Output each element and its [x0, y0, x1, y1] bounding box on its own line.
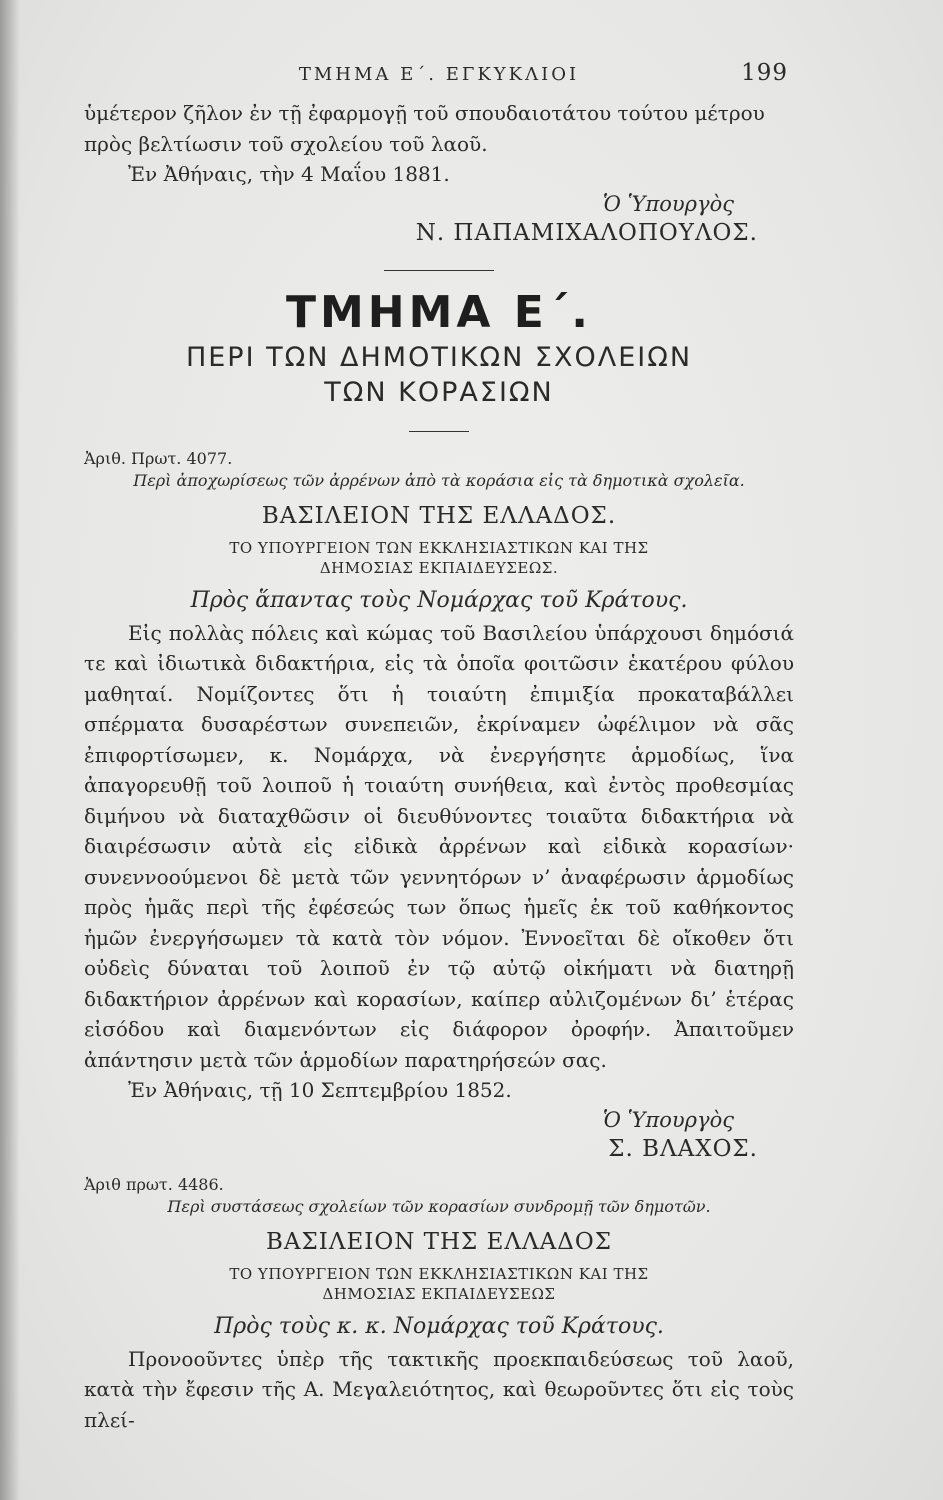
circular-subject: Περὶ συστάσεως σχολείων τῶν κορασίων συνδρομῇ τῶν δημοτῶν. [167, 1196, 711, 1216]
prev-date: Ἐν Ἀθήναις, τὴν 4 Μαΐου 1881. [128, 162, 450, 186]
prev-text-line-1: ὑμέτερον ζῆλον ἐν τῇ ἐφαρμογῇ τοῦ σπουδαιοτάτου τούτου μέτρου [84, 101, 765, 125]
protocol-number: Ἀριθ. Πρωτ. 4077. [84, 448, 233, 468]
signer-title: Ὁ Ὑπουργὸς [602, 1107, 734, 1132]
section-subtitle-1: ΠΕΡΙ ΤΩΝ ΔΗΜΟΤΙΚΩΝ ΣΧΟΛΕΙΩΝ [185, 341, 693, 373]
circular-date: Ἐν Ἀθήναις, τῇ 10 Σεπτεμβρίου 1852. [128, 1078, 512, 1102]
ministry-line-2: ΔΗΜΟΣΙΑΣ ΕΚΠΑΙΔΕΥΣΕΩΣ [322, 1284, 556, 1303]
circular-1 [84, 448, 794, 1164]
addressee: Πρὸς ἅπαντας τοὺς Νομάρχας τοῦ Κράτους. [190, 587, 688, 613]
kingdom-heading: ΒΑΣΙΛΕΙΟΝ ΤΗΣ ΕΛΛΑΔΟΣ. [261, 502, 617, 529]
addressee: Πρὸς τοὺς κ. κ. Νομάρχας τοῦ Κράτους. [214, 1313, 664, 1339]
divider [409, 431, 469, 432]
page-number: 199 [741, 60, 788, 86]
circular-subject: Περὶ ἀποχωρίσεως τῶν ἀρρένων ἀπὸ τὰ κοράσια εἰς τὰ δημοτικὰ σχολεῖα. [133, 470, 745, 490]
ministry-line-1: ΤΟ ΥΠΟΥΡΓΕΙΟΝ ΤΩΝ ΕΚΚΛΗΣΙΑΣΤΙΚΩΝ ΚΑΙ ΤΗΣ [229, 1264, 649, 1283]
ministry-line-1: ΤΟ ΥΠΟΥΡΓΕΙΟΝ ΤΩΝ ΕΚΚΛΗΣΙΑΣΤΙΚΩΝ ΚΑΙ ΤΗΣ [229, 538, 649, 557]
running-title: ΤΜΗΜΑ Ε΄. ΕΓΚΥΚΛΙΟΙ [298, 64, 580, 85]
text-column [84, 58, 794, 1435]
circular-2 [84, 1174, 794, 1436]
ministry-line-2: ΔΗΜΟΣΙΑΣ ΕΚΠΑΙΔΕΥΣΕΩΣ. [319, 558, 559, 577]
divider [384, 270, 494, 271]
prev-text-line-2: πρὸς βελτίωσιν τοῦ σχολείου τοῦ λαοῦ. [84, 131, 488, 156]
section-title: ΤΜΗΜΑ Ε΄. [286, 286, 592, 338]
prev-signer-name: Ν. ΠΑΠΑΜΙΧΑΛΟΠΟΥΛΟΣ. [415, 219, 758, 246]
running-header [84, 58, 794, 98]
prev-signer-title: Ὁ Ὑπουργὸς [602, 191, 734, 216]
protocol-number: Ἀριθ πρωτ. 4486. [84, 1174, 224, 1194]
circular-body: Εἰς πολλὰς πόλεις καὶ κώμας τοῦ Βασιλείου ὑπάρχουσι δημόσιά τε καὶ ἰδιωτικὰ διδακτήρια, εἰς τὰ ὁποῖα φοιτῶσιν ἑκατέρου φύλου μαθηταί. Νομίζοντες ὅτι ἡ τοιαύτη ἐπιμιξία προκαταβάλλει σπέρματα δυσαρέστων συνεπειῶν, ἐκρίναμεν ὠφέλιμον νὰ σᾶς ἐπιφορτίσωμεν, κ. Νομάρχα, νὰ ἐνεργήσητε ἁρμοδίως, ἵνα ἀπαγορευθῇ τοῦ λοιποῦ ἡ τοιαύτη συνήθεια, καὶ ἐντὸς προθεσμίας διμήνου νὰ διαταχθῶσιν οἱ διευθύνοντες τοιαῦτα διδακτήρια νὰ διαιρέσωσιν αὐτὰ εἰς εἰδικὰ ἀρρένων καὶ εἰδικὰ κορασίων· συνεννοούμενοι δὲ μετὰ τῶν γεννητόρων ν’ ἀναφέρωσιν ἁρμοδίως πρὸς ἡμᾶς περὶ τῆς ἐφέσεώς των ὅπως ἡμεῖς ἐκ τοῦ καθήκοντος ἡμῶν ἐνεργήσωμεν τὰ κατὰ τὸν νόμον. Ἐννοεῖται δὲ οἴκοθεν ὅτι οὐδεὶς δύναται τοῦ λοιποῦ ἐν τῷ αὐτῷ οἰκήματι νὰ διατηρῇ διδακτήριον ἀρρένων καὶ κορασίων, καίπερ αὐλιζομένων δι’ ἑτέρας εἰσόδου καὶ διαμενόντων εἰς διάφορον ὀροφήν. Ἀπαιτοῦμεν ἀπάντησιν μετὰ τῶν ἁρμοδίων παρατηρήσεών σας. [84, 620, 794, 1072]
kingdom-heading: ΒΑΣΙΛΕΙΟΝ ΤΗΣ ΕΛΛΑΔΟΣ [266, 1228, 612, 1255]
circular-body: Προνοοῦντες ὑπὲρ τῆς τακτικῆς προεκπαιδεύσεως τοῦ λαοῦ, κατὰ τὴν ἔφεσιν τῆς Α. Μεγαλειότητος, καὶ θεωροῦντες ὅτι εἰς τοὺς πλεί- [84, 1346, 794, 1432]
section-subtitle-2: ΤΩΝ ΚΟΡΑΣΙΩΝ [324, 376, 554, 408]
signer-name: Σ. ΒΛΑΧΟΣ. [608, 1135, 758, 1162]
